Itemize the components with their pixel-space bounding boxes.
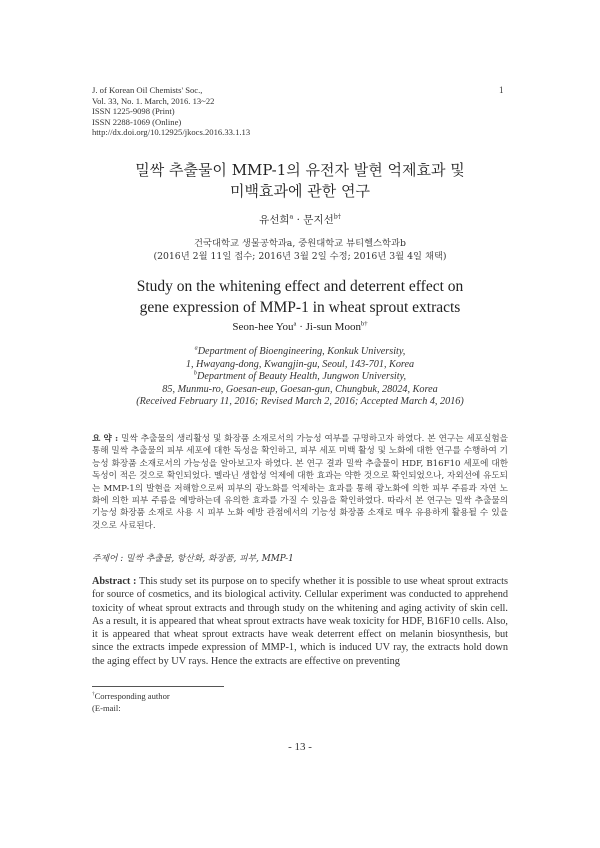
english-title	[60, 276, 540, 318]
korean-abstract	[92, 433, 508, 532]
affil-a-line1	[60, 346, 540, 359]
affil-b-text: Department of Beauty Health, Jungwon University,	[196, 371, 407, 382]
english-affiliations	[60, 346, 540, 409]
korean-abstract-label: 요 약 :	[92, 434, 119, 444]
korean-affil-line: 건국대학교 생물공학과a, 중원대학교 뷰티헬스학과b	[194, 238, 406, 249]
english-author1-sup: a	[293, 320, 297, 328]
footnote-line1: Corresponding author	[94, 691, 170, 701]
footnote-email: (E-mail:	[92, 703, 121, 713]
journal-doi[interactable]: http://dx.doi.org/10.12925/jkocs.2016.33.1.13	[92, 127, 251, 138]
korean-author1: 유선희	[259, 214, 290, 226]
affil-a-sup: a	[194, 345, 198, 352]
english-authors	[60, 321, 540, 333]
journal-info	[92, 85, 250, 138]
korean-author1-sup: a	[289, 213, 294, 221]
affil-a-line2: 1, Hwayang-dong, Kwangjin-gu, Seoul, 143-701, Korea	[185, 358, 415, 370]
english-dates: (Received February 11, 2016; Revised March 2, 2016; Accepted March 4, 2016)	[136, 396, 464, 407]
english-title-line1: Study on the whitening effect and deterrent effect on	[136, 278, 464, 295]
journal-issn-online: ISSN 2288-1069 (Online)	[92, 116, 182, 127]
affil-b-line2: 85, Munmu-ro, Goesan-eup, Goesan-gun, Chungbuk, 28024, Korea	[162, 383, 438, 395]
korean-authors	[60, 212, 540, 227]
affil-b-sup: b	[193, 370, 197, 377]
korean-title	[60, 160, 540, 202]
author-separator: ·	[293, 214, 304, 226]
korean-author2-sup: b†	[333, 213, 341, 221]
korean-title-line2: 미백효과에 관한 연구	[230, 182, 370, 200]
korean-abstract-text: 밀싹 추출물의 생리활성 및 화장품 소재로서의 가능성 여부를 규명하고자 하였다. 본 연구는 세포실험을 통해 밀싹 추출물의 피부 세포에 대한 독성을 확인하고, 피부 세포 미백 활성 및 노화에 대한 연구를 수행하여 기능성 화장품 소재로서의 가능성을 알아보고자 하였다. 본 연구 결과 밀싹 추출물이 HDF, B16F10 세포에 대한 독성이 적은 것으로 확인되었다. 멜라닌 생합성 억제에 대한 효과는 약한 것으로 확인되었으나, 자외선에 유도되는 MMP-1의 발현을 저해함으로써 피부의 광노화를 억제하는 효과를 통해 광노화에 의한 피부 주름과 자연 노화에 의한 피부 주름을 예방하는데 유의한 효과를 가질 수 있음을 확인하였다. 따라서 본 연구는 밀싹 추출물의 기능성 화장품 소재로 사용 시 피부 노화 예방 관점에서의 기능성 화장품 소재로 매우 유용하게 활용될 수 있을 것으로 사료된다.	[92, 434, 508, 531]
footnote-dagger: †	[92, 691, 95, 698]
english-abstract-text: This study set its purpose on to specify whether it is possible to use wheat sprout extracts for source of cosmetics, and its biological activity. Cellular experiment was conducted to apprehend toxicity of wheat sprout extracts and through study on the whitening and aging activity of skin cell. As a result, it is appeared that wheat sprout extracts have weak toxicity for HDF, B16F10 cells. Also, it is appeared that wheat sprout extracts have weak deterrent effect on melanin biosynthesis, but since the extracts impede expression of MMP-1, which is induced UV ray, the extracts hold down the aging effect by UV rays. Hence the extracts are effective on preventing	[92, 576, 508, 667]
journal-name: J. of Korean Oil Chemists' Soc.,	[92, 85, 203, 95]
english-author2-sup: b†	[360, 320, 368, 328]
journal-volume: Vol. 33, No. 1. March, 2016. 13~22	[92, 95, 215, 106]
page-number: - 13 -	[288, 741, 312, 753]
english-title-line2: gene expression of MMP-1 in wheat sprout extracts	[139, 299, 461, 316]
affil-a-text: Department of Bioengineering, Konkuk University,	[197, 346, 406, 357]
korean-dates: (2016년 2월 11일 접수; 2016년 3월 2일 수정; 2016년 3월 4일 채택)	[153, 251, 447, 262]
korean-author2: 문지선	[303, 214, 334, 226]
corresponding-author-note	[92, 690, 170, 702]
korean-title-line1: 밀싹 추출물이 MMP-1의 유전자 발현 억제효과 및	[135, 161, 465, 179]
english-abstract-label: Abstract :	[92, 576, 137, 587]
journal-issn-print: ISSN 1225-9098 (Print)	[92, 106, 175, 117]
english-author2: Ji-sun Moon	[305, 321, 361, 333]
english-author-separator: ·	[296, 321, 306, 333]
english-abstract	[92, 575, 508, 668]
page-corner-number: 1	[499, 85, 504, 95]
footnote-divider	[92, 686, 224, 687]
korean-affiliations	[60, 237, 540, 263]
footnote	[92, 690, 170, 714]
english-author1: Seon-hee You	[232, 321, 294, 333]
affil-b-line1	[60, 371, 540, 384]
korean-keywords: 주제어 : 밀싹 추출물, 항산화, 화장품, 피부, MMP-1	[92, 554, 294, 564]
